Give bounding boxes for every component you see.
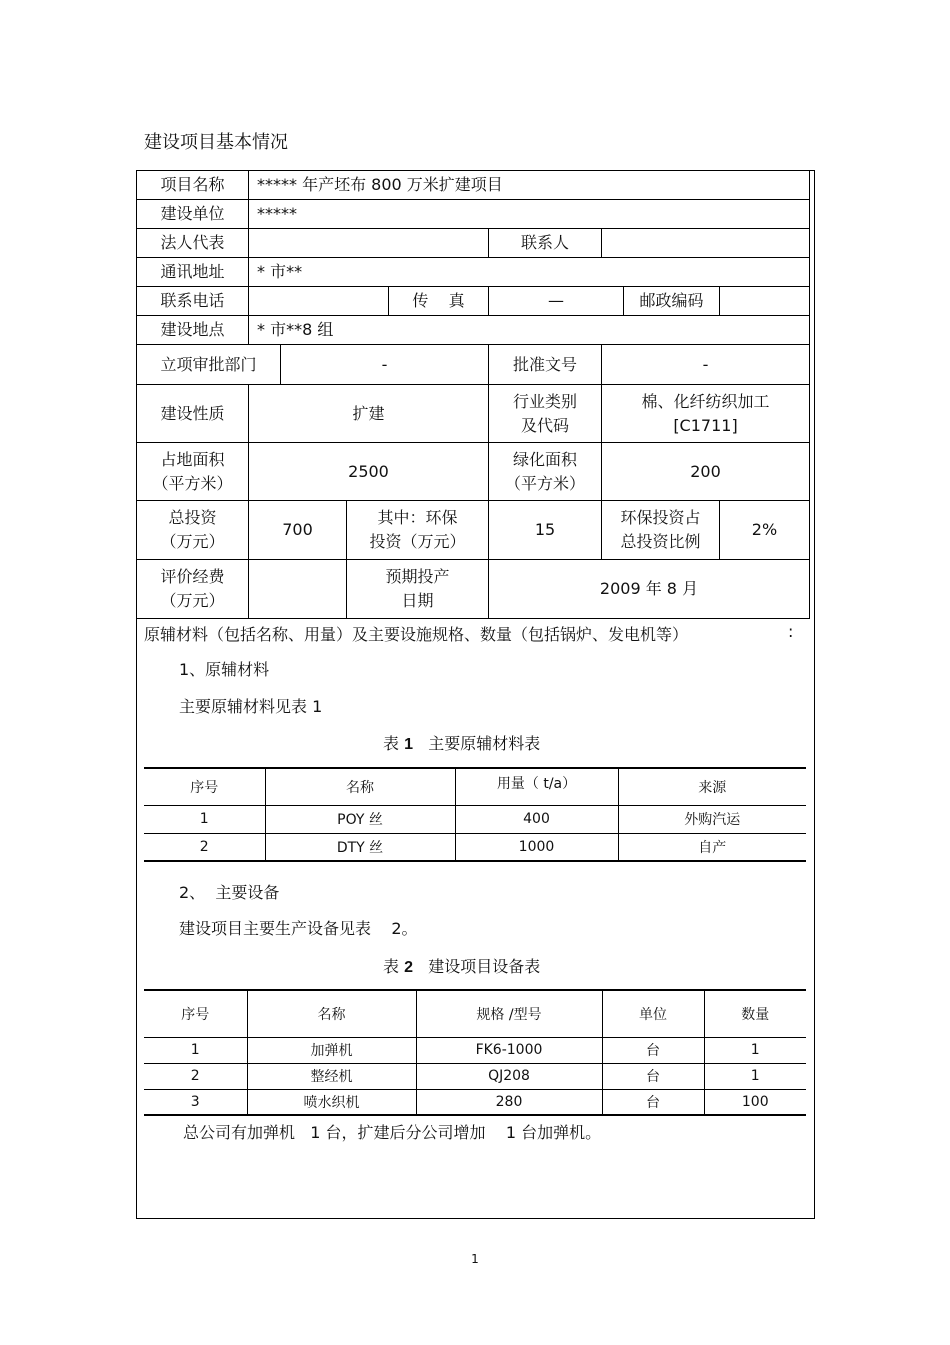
env-ratio-label-line2: 总投资比例 xyxy=(620,532,701,551)
table-cell: 1 xyxy=(144,1037,247,1063)
table-cell: 台 xyxy=(602,1037,704,1063)
industry-value xyxy=(602,385,810,443)
equipment-table xyxy=(144,989,806,1116)
table1-caption xyxy=(383,731,540,754)
table-cell: 100 xyxy=(704,1089,806,1115)
table-row xyxy=(144,1037,806,1063)
materials-table xyxy=(144,767,806,862)
phone-label: 联系电话 xyxy=(137,287,249,316)
industry-label-line1: 行业类别 xyxy=(512,391,577,411)
fax-label: 传 真 xyxy=(389,287,489,316)
table-cell: 自产 xyxy=(618,833,806,861)
approval-dept-value: - xyxy=(281,345,489,385)
table2-caption-number: 2 xyxy=(404,959,414,976)
table-cell: 3 xyxy=(144,1089,247,1115)
invest-value: 700 xyxy=(249,501,347,560)
header-cell: 数量 xyxy=(704,990,806,1037)
project-name-label: 项目名称 xyxy=(137,171,249,200)
industry-value-line2: [C1711] xyxy=(673,415,738,435)
table-cell: 400 xyxy=(455,805,618,833)
table-cell: FK6-1000 xyxy=(416,1037,602,1063)
table-cell: 台 xyxy=(602,1063,704,1089)
section-heading-materials: 1、原辅材料 xyxy=(179,660,270,679)
header-cell: 来源 xyxy=(618,768,806,805)
header-cell: 名称 xyxy=(265,768,455,805)
unit-value: ***** xyxy=(249,200,810,229)
table-row xyxy=(144,833,806,861)
date-label-line2: 日期 xyxy=(401,591,434,610)
invest-label-line1: 总投资 xyxy=(168,508,217,527)
page-title: 建设项目基本情况 xyxy=(144,132,288,153)
green-label-line2: （平方米） xyxy=(504,473,585,493)
table1-caption-prefix: 表 xyxy=(383,734,400,753)
site-label: 建设地点 xyxy=(137,316,249,345)
table-row xyxy=(144,805,806,833)
fee-value xyxy=(249,560,347,619)
invest-label xyxy=(137,501,249,560)
table-cell: DTY 丝 xyxy=(265,833,455,861)
green-value: 200 xyxy=(602,443,810,501)
date-label xyxy=(347,560,489,619)
header-cell: 单位 xyxy=(602,990,704,1037)
header-cell: 名称 xyxy=(247,990,416,1037)
approval-no-value: - xyxy=(602,345,810,385)
table-cell: 1 xyxy=(704,1037,806,1063)
table2-caption xyxy=(383,954,540,977)
table1-caption-title: 主要原辅材料表 xyxy=(428,734,541,753)
table-cell: 2 xyxy=(144,1063,247,1089)
table-row xyxy=(144,1089,806,1115)
industry-label-line2: 及代码 xyxy=(520,415,569,435)
env-invest-label xyxy=(347,501,489,560)
table-cell: 外购汽运 xyxy=(618,805,806,833)
unit-label: 建设单位 xyxy=(137,200,249,229)
table-cell: POY 丝 xyxy=(265,805,455,833)
site-value: * 市**8 组 xyxy=(249,316,810,345)
materials-intro: 原辅材料（包括名称、用量）及主要设施规格、数量（包括锅炉、发电机等） xyxy=(144,625,689,644)
materials-paragraph: 主要原辅材料见表 1 xyxy=(179,697,323,716)
area-label-line2: （平方米） xyxy=(152,473,233,493)
legal-value xyxy=(249,229,489,258)
table2-caption-title: 建设项目设备表 xyxy=(428,957,541,976)
address-label: 通讯地址 xyxy=(137,258,249,287)
table-cell: 1 xyxy=(144,805,265,833)
approval-dept-label: 立项审批部门 xyxy=(137,345,281,385)
env-invest-label-line1: 其中：环保 xyxy=(377,508,458,527)
fee-label xyxy=(137,560,249,619)
area-label xyxy=(137,443,249,501)
env-ratio-label-line1: 环保投资占 xyxy=(620,508,701,527)
fee-label-line1: 评价经费 xyxy=(160,567,225,586)
green-label xyxy=(489,443,602,501)
postcode-label: 邮政编码 xyxy=(624,287,720,316)
approval-no-label: 批准文号 xyxy=(489,345,602,385)
area-label-line1: 占地面积 xyxy=(160,449,225,469)
table-cell: 整经机 xyxy=(247,1063,416,1089)
table1-caption-number: 1 xyxy=(404,736,414,753)
table-cell: 2 xyxy=(144,833,265,861)
table-header-row xyxy=(144,768,806,805)
table-cell: 喷水织机 xyxy=(247,1089,416,1115)
table-cell: 280 xyxy=(416,1089,602,1115)
header-cell: 序号 xyxy=(144,990,247,1037)
industry-label xyxy=(489,385,602,443)
table-cell: 加弹机 xyxy=(247,1037,416,1063)
project-name-value: ***** 年产坯布 800 万米扩建项目 xyxy=(249,171,810,200)
fax-value: — xyxy=(489,287,624,316)
section-heading-equipment: 2、 主要设备 xyxy=(179,883,280,902)
table-row xyxy=(144,1063,806,1089)
env-ratio-value: 2% xyxy=(720,501,810,560)
table-cell: 台 xyxy=(602,1089,704,1115)
contact-value xyxy=(602,229,810,258)
fee-label-line2: （万元） xyxy=(160,591,225,610)
invest-label-line2: （万元） xyxy=(160,532,225,551)
table-header-row xyxy=(144,990,806,1037)
equipment-paragraph: 建设项目主要生产设备见表 2。 xyxy=(179,919,418,938)
env-ratio-label xyxy=(602,501,720,560)
date-label-line1: 预期投产 xyxy=(385,567,450,586)
table-cell: 1000 xyxy=(455,833,618,861)
address-value: * 市** xyxy=(249,258,810,287)
table-cell: 1 xyxy=(704,1063,806,1089)
date-value: 2009 年 8 月 xyxy=(489,560,810,619)
page-number: 1 xyxy=(471,1252,479,1266)
nature-value: 扩建 xyxy=(249,385,489,443)
header-cell: 序号 xyxy=(144,768,265,805)
header-cell: 用量（ t/a） xyxy=(455,768,618,805)
nature-label: 建设性质 xyxy=(137,385,249,443)
phone-value xyxy=(249,287,389,316)
basic-info-table xyxy=(136,170,810,619)
postcode-value xyxy=(720,287,810,316)
industry-value-line1: 棉、化纤纺织加工 xyxy=(641,391,770,411)
area-value: 2500 xyxy=(249,443,489,501)
contact-label: 联系人 xyxy=(489,229,602,258)
green-label-line1: 绿化面积 xyxy=(512,449,577,469)
env-invest-value: 15 xyxy=(489,501,602,560)
materials-intro-colon: : xyxy=(788,622,794,641)
env-invest-label-line2: 投资（万元） xyxy=(369,532,466,551)
equipment-note: 总公司有加弹机 1 台，扩建后分公司增加 1 台加弹机。 xyxy=(183,1123,602,1142)
header-cell: 规格 /型号 xyxy=(416,990,602,1037)
table2-caption-prefix: 表 xyxy=(383,957,400,976)
table-cell: QJ208 xyxy=(416,1063,602,1089)
legal-label: 法人代表 xyxy=(137,229,249,258)
